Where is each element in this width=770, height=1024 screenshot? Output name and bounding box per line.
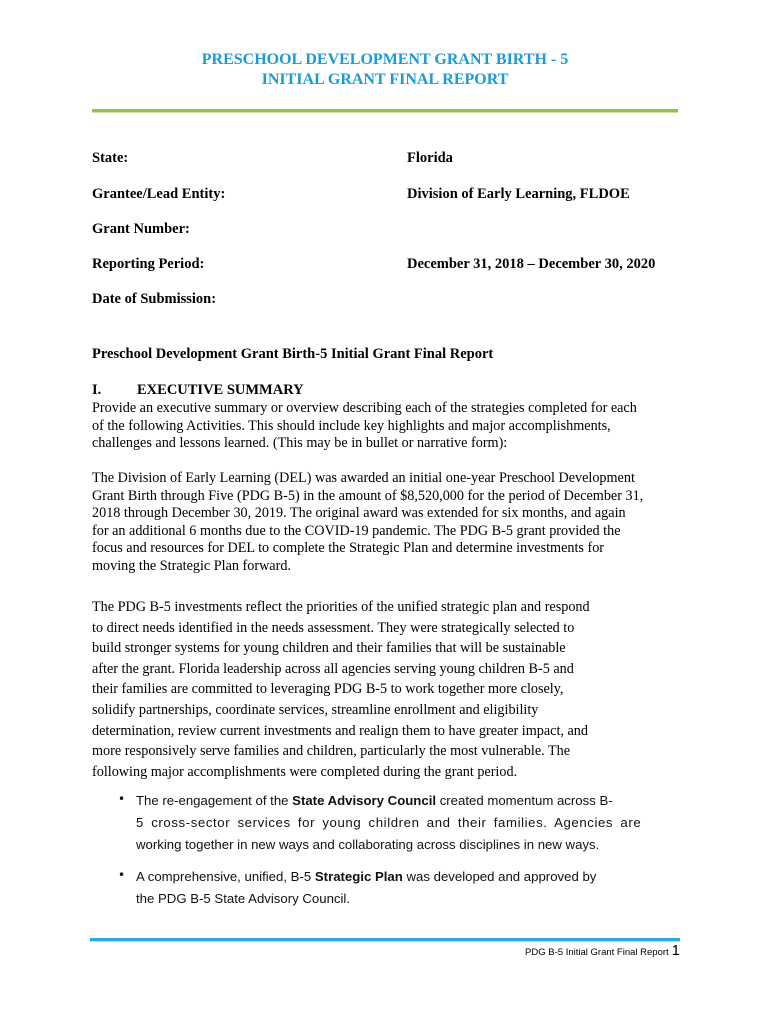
state-value: Florida: [407, 150, 453, 166]
paragraph-line: Provide an executive summary or overview describing each of the strategies completed for each: [92, 400, 637, 416]
bullet-item-state-advisory-council: [136, 790, 641, 856]
paragraph-line: The PDG B-5 investments reflect the priorities of the unified strategic plan and respond: [92, 599, 590, 615]
paragraph-line: to direct needs identified in the needs assessment. They were strategically selected to: [92, 619, 575, 636]
bullet-icon: •: [118, 792, 126, 806]
paragraph-line: Grant Birth through Five (PDG B-5) in the amount of $8,520,000 for the period of December 31,: [92, 487, 644, 504]
paragraph-line: 2018 through December 30, 2019. The original award was extended for six months, and again: [92, 505, 626, 521]
report-subtitle: Preschool Development Grant Birth-5 Initial Grant Final Report: [92, 346, 494, 362]
report-title-line-2: INITIAL GRANT FINAL REPORT: [261, 71, 509, 88]
bold-term: Strategic Plan: [314, 869, 403, 884]
paragraph-line: following major accomplishments were completed during the grant period.: [92, 763, 518, 780]
reporting-period-label: Reporting Period:: [92, 256, 205, 272]
paragraph-line: of the following Activities. This should include key highlights and major accomplishments,: [92, 417, 611, 434]
report-title-line-1: PRESCHOOL DEVELOPMENT GRANT BIRTH - 5: [201, 51, 569, 68]
section-number: I.: [92, 382, 102, 398]
paragraph-line: for an additional 6 months due to the COVID-19 pandemic. The PDG B-5 grant provided the: [92, 522, 621, 539]
bullet-line: working together in new ways and collaborating across disciplines in new ways.: [136, 837, 600, 852]
bullet-icon: •: [118, 868, 126, 882]
header-divider-shadow: [92, 112, 678, 113]
grantee-value: Division of Early Learning, FLDOE: [407, 186, 630, 202]
bullet-item-strategic-plan: [136, 866, 596, 910]
bullet-line: A comprehensive, unified, B-5 Strategic Plan was developed and approved by: [136, 869, 597, 884]
paragraph-line: determination, review current investments and realign them to have greater impact, and: [92, 722, 588, 739]
state-label: State:: [92, 150, 129, 166]
paragraph-line: build stronger systems for young children and their families that will be sustainable: [92, 640, 566, 657]
bullet-line: the PDG B-5 State Advisory Council.: [136, 891, 351, 906]
paragraph-line: focus and resources for DEL to complete the Strategic Plan and determine investments for: [92, 540, 605, 556]
paragraph-line: challenges and lessons learned. (This may be in bullet or narrative form):: [92, 435, 508, 451]
paragraph-line: solidify partnerships, coordinate services, streamline enrollment and eligibility: [92, 701, 539, 718]
paragraph-line: The Division of Early Learning (DEL) was awarded an initial one-year Preschool Development: [92, 470, 635, 486]
paragraph-line: their families are committed to leveraging PDG B-5 to work together more closely,: [92, 681, 564, 698]
grant-number-label: Grant Number:: [92, 221, 190, 237]
section-heading: EXECUTIVE SUMMARY: [137, 382, 304, 398]
footer-text: PDG B-5 Initial Grant Final Report: [525, 947, 669, 958]
bullet-line: 5 cross-sector services for young children and their families. Agencies are: [136, 815, 642, 830]
paragraph-line: after the grant. Florida leadership across all agencies serving young children B-5 and: [92, 660, 574, 677]
investments-paragraph: [92, 597, 590, 782]
instructions-paragraph: [92, 400, 637, 453]
paragraph-line: more responsively serve families and children, particularly the most vulnerable. The: [92, 743, 571, 760]
reporting-period-value: December 31, 2018 – December 30, 2020: [407, 256, 656, 272]
page-number: 1: [671, 942, 680, 959]
grantee-label: Grantee/Lead Entity:: [92, 186, 226, 202]
bold-term: State Advisory Council: [292, 793, 437, 808]
award-paragraph: [92, 470, 643, 575]
page-footer: [525, 942, 680, 959]
paragraph-line: moving the Strategic Plan forward.: [92, 557, 291, 574]
bullet-line: The re-engagement of the State Advisory Council created momentum across B-: [136, 793, 613, 808]
submission-date-label: Date of Submission:: [92, 291, 217, 307]
